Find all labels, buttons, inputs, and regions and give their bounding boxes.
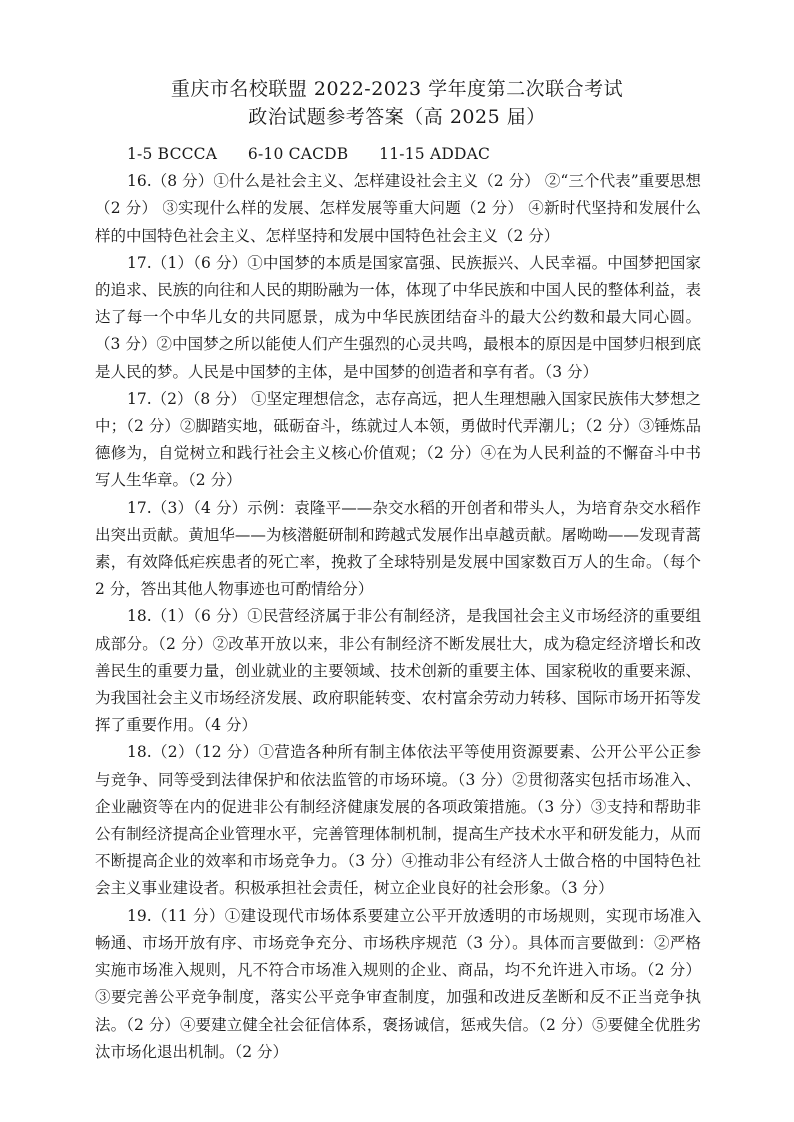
answer-19: 19.（11 分）①建设现代市场体系要建立公平开放透明的市场规则，实现市场准入畅通、市场开放有序、市场竞争充分、市场秩序规范（3 分）。具体而言要做到：②严格实施市场准入规则，凡不符合市场准入规则的企业、商品，均不允许进入市场。（2 分）③要完善公平竞争制度，落实公平竞争审查制度，加强和改进反垄断和反不正当竞争执法。（2 分）④要建立健全社会征信体系，褒扬诚信，惩戒失信。（2 分）⑤要健全优胜劣汰市场化退出机制。（2 分）	[95, 906, 701, 1061]
choice-answers: 1-5 BCCCA 6-10 CACDB 11-15 ADDAC	[127, 145, 491, 163]
answer-17-2: 17.（2）（8 分） ①坚定理想信念，志存高远，把人生理想融入国家民族伟大梦想之中；（2 分）②脚踏实地，砥砺奋斗，练就过人本领，勇做时代弄潮儿；（2 分）③锤炼品德修为，自觉树立和践行社会主义核心价值观；（2 分）④在为人民利益的不懈奋斗中书写人生华章。（2 分）	[95, 389, 701, 490]
answer-17-1: 17.（1）（6 分）①中国梦的本质是国家富强、民族振兴、人民幸福。中国梦把国家的追求、民族的向往和人民的期盼融为一体，体现了中华民族和中国人民的整体利益，表达了每一个中华儿女的共同愿景，成为中华民族团结奋斗的最大公约数和最大同心圆。（3 分）②中国梦之所以能使人们产生强烈的心灵共鸣，最根本的原因是中国梦归根到底是人民的梦。人民是中国梦的主体，是中国梦的创造者和享有者。（3 分）	[95, 253, 701, 381]
answer-17-3: 17.（3）（4 分）示例：袁隆平——杂交水稻的开创者和带头人，为培育杂交水稻作出突出贡献。黄旭华——为核潜艇研制和跨越式发展作出卓越贡献。屠呦呦——发现青蒿素，有效降低疟疾患者的死亡率，挽救了全球特别是发展中国家数百万人的生命。（每个 2 分，答出其他人物事迹也可酌情给分）	[95, 498, 701, 599]
document-subtitle: 政治试题参考答案（高 2025 届）	[248, 106, 546, 128]
answer-body	[95, 141, 701, 1066]
answer-18-2: 18.（2）（12 分）①营造各种所有制主体依法平等使用资源要素、公开公平公正参与竞争、同等受到法律保护和依法监管的市场环境。（3 分）②贯彻落实包括市场准入、企业融资等在内的促进非公有制经济健康发展的各项政策措施。（3 分）③支持和帮助非公有制经济提高企业管理水平，完善管理体制机制，提高生产技术水平和研发能力，从而不断提高企业的效率和市场竞争力。（3 分）④推动非公有经济人士做合格的中国特色社会主义事业建设者。积极承担社会责任，树立企业良好的社会形象。（3 分）	[95, 743, 701, 898]
answer-16: 16.（8 分）①什么是社会主义、怎样建设社会主义（2 分） ②“三个代表”重要思想（2 分） ③实现什么样的发展、怎样发展等重大问题（2 分） ④新时代坚持和发展什么样的中国特色社会主义、怎样坚持和发展中国特色社会主义（2 分）	[95, 172, 701, 245]
answer-18-1: 18.（1）（6 分）①民营经济属于非公有制经济，是我国社会主义市场经济的重要组成部分。（2 分）②改革开放以来，非公有制经济不断发展壮大，成为稳定经济增长和改善民生的重要力量，创业就业的主要领域、技术创新的重要主体、国家税收的重要来源、为我国社会主义市场经济发展、政府职能转变、农村富余劳动力转移、国际市场开拓等发挥了重要作用。（4 分）	[95, 607, 701, 735]
document-title: 重庆市名校联盟 2022-2023 学年度第二次联合考试	[170, 78, 624, 100]
